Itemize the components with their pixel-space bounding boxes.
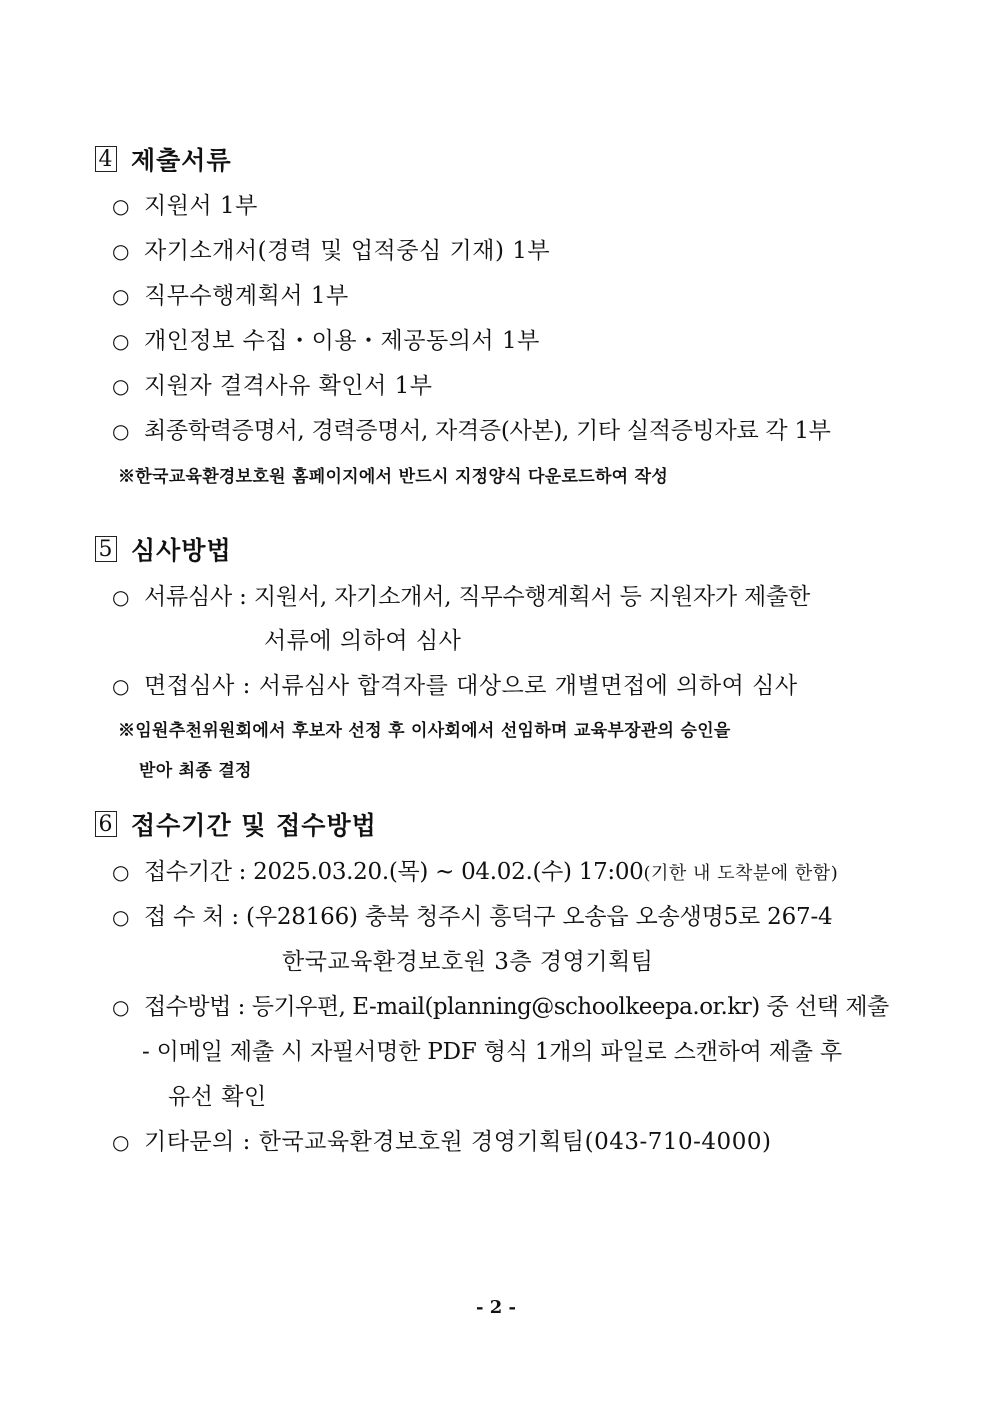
- bullet-icon: ○: [112, 194, 130, 218]
- section-5-heading: [95, 531, 232, 567]
- list-item: ○ 면접심사 : 서류심사 합격자를 대상으로 개별면접에 의하여 심사: [112, 673, 798, 699]
- bullet-icon: ○: [112, 995, 130, 1019]
- bullet-icon: ○: [112, 1130, 130, 1154]
- section-5-note: ※임원추천위원회에서 후보자 선정 후 이사회에서 선임하며 교육부장관의 승인을: [118, 721, 731, 741]
- section-6-title: 접수기간 및 접수방법: [131, 811, 377, 840]
- list-item: ○ 접수기간 : 2025.03.20.(목) ~ 04.02.(수) 17:00(기한 내 도착분에 한함): [112, 859, 839, 885]
- section-4-title: 제출서류: [131, 146, 232, 175]
- section-5-number: 5: [95, 536, 117, 562]
- section-5-title: 심사방법: [131, 536, 232, 565]
- list-item: ○ 접수방법 : 등기우편, E-mail(planning@schoolkeepa.or.kr) 중 선택 제출: [112, 994, 889, 1020]
- sub-item: - 이메일 제출 시 자필서명한 PDF 형식 1개의 파일로 스캔하여 제출 후: [142, 1039, 842, 1065]
- section-6-heading: [95, 806, 377, 842]
- list-item: ○ 지원자 결격사유 확인서 1부: [112, 373, 433, 399]
- sub-item-continuation: 유선 확인: [168, 1084, 267, 1110]
- list-item: ○ 최종학력증명서, 경력증명서, 자격증(사본), 기타 실적증빙자료 각 1부: [112, 418, 831, 444]
- bullet-icon: ○: [112, 674, 130, 698]
- list-item: ○ 서류심사 : 지원서, 자기소개서, 직무수행계획서 등 지원자가 제출한: [112, 584, 811, 610]
- section-4-note: ※한국교육환경보호원 홈페이지에서 반드시 지정양식 다운로드하여 작성: [118, 467, 669, 487]
- bullet-icon: ○: [112, 860, 130, 884]
- bullet-icon: ○: [112, 239, 130, 263]
- bullet-icon: ○: [112, 284, 130, 308]
- bullet-icon: ○: [112, 329, 130, 353]
- list-item-continuation: 서류에 의하여 심사: [264, 628, 462, 654]
- list-item: ○ 직무수행계획서 1부: [112, 283, 349, 309]
- bullet-icon: ○: [112, 585, 130, 609]
- list-item: ○ 자기소개서(경력 및 업적중심 기재) 1부: [112, 238, 551, 264]
- bullet-icon: ○: [112, 419, 130, 443]
- section-5-note-continuation: 받아 최종 결정: [139, 761, 252, 781]
- page-number: - 2 -: [476, 1297, 516, 1318]
- list-item: ○ 기타문의 : 한국교육환경보호원 경영기획팀(043-710-4000): [112, 1129, 772, 1155]
- section-4-number: 4: [95, 146, 117, 172]
- bullet-icon: ○: [112, 905, 130, 929]
- list-item: ○ 지원서 1부: [112, 193, 258, 219]
- list-item-continuation: 한국교육환경보호원 3층 경영기획팀: [282, 949, 654, 975]
- section-6-number: 6: [95, 811, 117, 837]
- list-item: ○ 개인정보 수집・이용・제공동의서 1부: [112, 328, 540, 354]
- bullet-icon: ○: [112, 374, 130, 398]
- section-4-heading: [95, 141, 232, 177]
- list-item: ○ 접 수 처 : (우28166) 충북 청주시 흥덕구 오송읍 오송생명5로 267-4: [112, 904, 833, 930]
